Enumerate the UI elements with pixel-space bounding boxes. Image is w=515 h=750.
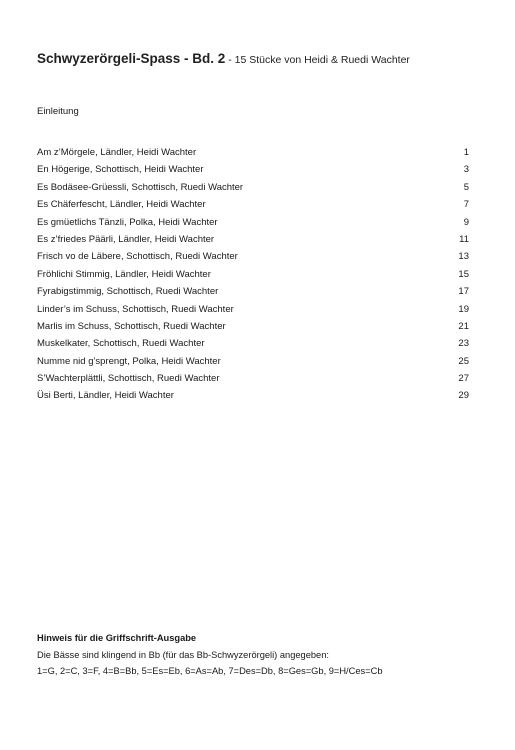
toc-row: [37, 370, 469, 387]
toc-row: [37, 161, 469, 178]
toc-page-number: 15: [458, 268, 469, 280]
toc-entry-title: En Högerige, Schottisch, Heidi Wachter: [37, 164, 204, 176]
toc-entry-title: Muskelkater, Schottisch, Ruedi Wachter: [37, 338, 205, 350]
toc-row: [37, 335, 469, 352]
toc-entry-title: Es gmüetlichs Tänzli, Polka, Heidi Wachter: [37, 216, 218, 228]
toc-page-number: 23: [458, 338, 469, 350]
toc-page-number: 17: [458, 286, 469, 298]
toc-page-number: 7: [463, 199, 469, 211]
toc-row: [37, 266, 469, 283]
toc-row: [37, 179, 469, 196]
toc-row: [37, 387, 469, 404]
toc-entry-title: Frisch vo de Läbere, Schottisch, Ruedi Wachter: [37, 251, 238, 263]
note-line-2: 1=G, 2=C, 3=F, 4=B=Bb, 5=Es=Eb, 6=As=Ab, 7=Des=Db, 8=Ges=Gb, 9=H/Ces=Cb: [37, 666, 383, 676]
toc-page-number: 1: [463, 147, 469, 158]
toc-entry-title: Marlis im Schuss, Schottisch, Ruedi Wachter: [37, 320, 226, 332]
toc-entry-title: Es z’friedes Päärli, Ländler, Heidi Wachter: [37, 233, 215, 245]
page-title: [37, 50, 410, 68]
toc-page-number: 19: [458, 303, 469, 315]
toc-row: [37, 248, 469, 265]
toc-entry-title: Es Chäferfescht, Ländler, Heidi Wachter: [37, 199, 206, 211]
toc-row: [37, 318, 469, 335]
toc-page-number: 11: [459, 233, 469, 245]
toc-page-number: 9: [463, 216, 469, 228]
intro-entry: Einleitung: [37, 106, 79, 117]
toc-row: [37, 301, 469, 318]
toc-row: [37, 231, 469, 248]
toc-page-number: 29: [458, 390, 469, 402]
table-of-contents: [37, 144, 469, 405]
note-section: [37, 630, 383, 680]
toc-entry-title: Am z’Mörgele, Ländler, Heidi Wachter: [37, 147, 197, 158]
toc-page-number: 27: [458, 373, 469, 385]
toc-entry-title: Üsi Berti, Ländler, Heidi Wachter: [37, 390, 174, 402]
toc-entry-title: S’Wachterplättli, Schottisch, Ruedi Wachter: [37, 373, 220, 385]
toc-row: [37, 196, 469, 213]
toc-page-number: 13: [458, 251, 469, 263]
toc-entry-title: Numme nid g’sprengt, Polka, Heidi Wachter: [37, 355, 221, 367]
toc-row: [37, 144, 469, 161]
toc-row: [37, 353, 469, 370]
toc-row: [37, 283, 469, 300]
toc-entry-title: Fröhlichi Stimmig, Ländler, Heidi Wachter: [37, 268, 211, 280]
toc-entry-title: Es Bodäsee-Grüessli, Schottisch, Ruedi Wachter: [37, 181, 244, 193]
toc-entry-title: Linder’s im Schuss, Schottisch, Ruedi Wachter: [37, 303, 234, 315]
toc-entry-title: Fyrabigstimmig, Schottisch, Ruedi Wachter: [37, 286, 219, 298]
note-heading: Hinweis für die Griffschrift-Ausgabe: [37, 633, 197, 643]
toc-page-number: 21: [458, 320, 469, 332]
toc-page-number: 5: [463, 181, 469, 193]
title-main: Schwyzerörgeli-Spass - Bd. 2: [37, 51, 226, 66]
title-subtitle: - 15 Stücke von Heidi & Ruedi Wachter: [225, 54, 410, 66]
note-line-1: Die Bässe sind klingend in Bb (für das Bb-Schwyzerörgeli) angegeben:: [37, 649, 329, 660]
toc-page-number: 3: [463, 164, 469, 176]
toc-page-number: 25: [458, 355, 469, 367]
toc-row: [37, 214, 469, 231]
